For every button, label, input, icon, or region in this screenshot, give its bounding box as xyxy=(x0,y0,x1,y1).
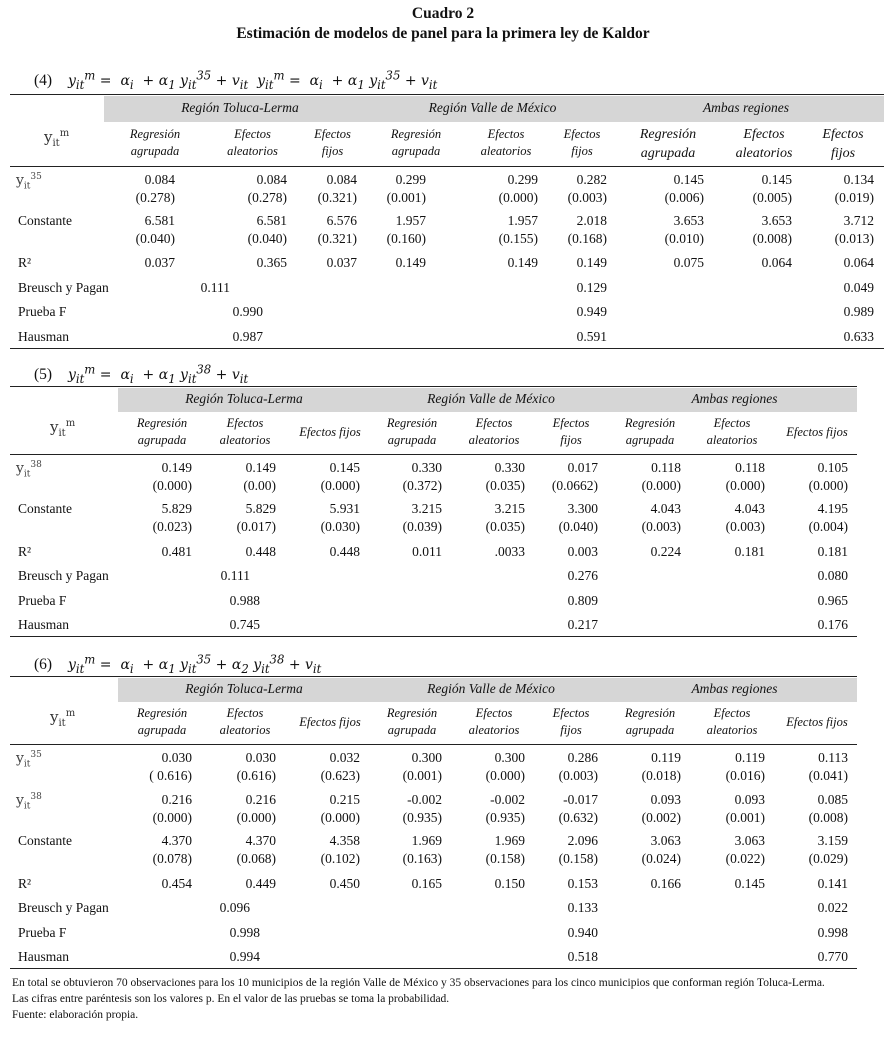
model-5-equation: (5) $y_{it}^m = \alpha_i + \alpha_1$ $y_{it}^{38} + v_{it}$ xyxy=(34,362,249,386)
col-header: Regresión agrupada xyxy=(136,416,188,447)
dependent-var-label: $y_{it}^m$ xyxy=(50,708,76,729)
pvalue-cell: (0.0662) xyxy=(551,478,598,493)
model-5-header-rule xyxy=(10,454,857,455)
coef-cell: 1.957 xyxy=(507,213,538,228)
model-4-header-rule xyxy=(10,166,884,167)
row-label-pf: Prueba F xyxy=(18,593,67,608)
r2-cell: 0.064 xyxy=(843,255,874,270)
pvalue-cell: ( 0.616) xyxy=(149,768,192,783)
coef-cell: 3.653 xyxy=(761,213,792,228)
pvalue-cell: (0.935) xyxy=(485,810,525,825)
test-cell: 0.080 xyxy=(817,568,848,583)
col-header: Efectos fijos xyxy=(314,127,351,158)
var-y35-label: $y_{it}^{35}$ xyxy=(16,172,42,192)
col-header: Efectos aleatorios xyxy=(468,706,520,737)
pvalue-cell: (0.321) xyxy=(317,190,357,205)
coef-cell: 5.829 xyxy=(245,501,276,516)
var-y38-label: $y_{it}^{38}$ xyxy=(16,460,42,480)
model-4-bottom-rule xyxy=(10,348,884,349)
pvalue-cell: (0.008) xyxy=(752,231,792,246)
r2-cell: 0.224 xyxy=(650,544,681,559)
coef-cell: 0.282 xyxy=(576,172,607,187)
r2-cell: 0.145 xyxy=(734,876,765,891)
coef-cell: 1.957 xyxy=(395,213,426,228)
col-header: Efectos fijos xyxy=(552,706,590,737)
col-header: Regresión agrupada xyxy=(129,127,181,158)
coef-cell: 0.300 xyxy=(411,750,442,765)
pvalue-cell: (0.019) xyxy=(834,190,874,205)
test-cell: 0.129 xyxy=(576,280,607,295)
coef-cell: 0.030 xyxy=(245,750,276,765)
coef-cell: 0.030 xyxy=(161,750,192,765)
model-5-top-rule xyxy=(10,386,857,387)
pvalue-cell: (0.155) xyxy=(498,231,538,246)
coef-cell: 0.330 xyxy=(494,460,525,475)
pvalue-cell: (0.040) xyxy=(558,519,598,534)
coef-cell: 3.653 xyxy=(673,213,704,228)
coef-cell: 4.043 xyxy=(734,501,765,516)
pvalue-cell: (0.035) xyxy=(485,478,525,493)
table-notes xyxy=(12,975,872,1023)
col-header: Efectos aleatorios xyxy=(219,416,271,447)
model-4-number: (4) xyxy=(34,71,53,89)
pvalue-cell: (0.00) xyxy=(243,478,276,493)
pvalue-cell: (0.000) xyxy=(236,810,276,825)
r2-cell: 0.181 xyxy=(817,544,848,559)
region-valle: Región Valle de México xyxy=(427,681,555,696)
model-4-top-rule xyxy=(10,94,884,95)
coef-cell: 6.581 xyxy=(144,213,175,228)
r2-cell: 0.003 xyxy=(567,544,598,559)
coef-cell: 0.093 xyxy=(734,792,765,807)
col-header: Regresión agrupada xyxy=(639,127,697,161)
region-ambas: Ambas regiones xyxy=(691,681,778,696)
test-cell: 0.990 xyxy=(232,304,263,319)
row-label-bp: Breusch y Pagan xyxy=(18,900,109,915)
pvalue-cell: (0.616) xyxy=(236,768,276,783)
r2-cell: 0.450 xyxy=(329,876,360,891)
coef-cell: -0.002 xyxy=(407,792,442,807)
r2-cell: 0.454 xyxy=(161,876,192,891)
pvalue-cell: (0.018) xyxy=(641,768,681,783)
test-cell: 0.176 xyxy=(817,617,848,632)
coef-cell: 0.032 xyxy=(329,750,360,765)
table-title: Cuadro 2 xyxy=(411,5,475,22)
pvalue-cell: (0.278) xyxy=(247,190,287,205)
col-header: Efectos aleatorios xyxy=(706,706,758,737)
pvalue-cell: (0.158) xyxy=(558,851,598,866)
coef-cell: 2.096 xyxy=(567,833,598,848)
coef-cell: 4.358 xyxy=(329,833,360,848)
pvalue-cell: (0.935) xyxy=(402,810,442,825)
pvalue-cell: (0.005) xyxy=(752,190,792,205)
col-header: Efectos aleatorios xyxy=(480,127,532,158)
coef-cell: 0.216 xyxy=(245,792,276,807)
pvalue-cell: (0.078) xyxy=(152,851,192,866)
pvalue-cell: (0.158) xyxy=(485,851,525,866)
note-observations: En total se obtuvieron 70 observaciones para los 10 municipios de la región Valle de México y 35 observaciones para los cinco municipios que conforman región Toluca-Lerma. xyxy=(12,977,825,989)
row-label-constante: Constante xyxy=(18,213,72,228)
pvalue-cell: (0.000) xyxy=(320,810,360,825)
col-header: Efectos fijos xyxy=(786,425,848,439)
coef-cell: 3.215 xyxy=(411,501,442,516)
pvalue-cell: (0.068) xyxy=(236,851,276,866)
region-ambas: Ambas regiones xyxy=(702,100,790,115)
test-cell: 0.633 xyxy=(843,329,874,344)
coef-cell: 0.084 xyxy=(326,172,357,187)
col-header: Regresión agrupada xyxy=(624,706,676,737)
r2-cell: 0.365 xyxy=(256,255,287,270)
coef-cell: 4.195 xyxy=(817,501,848,516)
pvalue-cell: (0.160) xyxy=(386,231,426,246)
dependent-var-label: $y_{it}^m$ xyxy=(44,128,70,149)
row-label-hausman: Hausman xyxy=(18,949,69,964)
pvalue-cell: (0.040) xyxy=(247,231,287,246)
coef-cell: 0.330 xyxy=(411,460,442,475)
pvalue-cell: (0.000) xyxy=(641,478,681,493)
r2-cell: 0.141 xyxy=(817,876,848,891)
pvalue-cell: (0.001) xyxy=(386,190,426,205)
coef-cell: 0.084 xyxy=(256,172,287,187)
region-valle: Región Valle de México xyxy=(427,391,555,406)
col-header: Regresión agrupada xyxy=(624,416,676,447)
coef-cell: 0.300 xyxy=(494,750,525,765)
model-4-equation: (4) $y_{it}^m = \alpha_i + \alpha_1$ $y_{it}^{35} + v_{it}$ $y_{it}^m = \alpha_i + \alpha_1$ $y_{it}^{35} + v_{it}$ xyxy=(34,68,438,92)
pvalue-cell: (0.016) xyxy=(725,768,765,783)
coef-cell: -0.017 xyxy=(563,792,598,807)
row-label-r2: R² xyxy=(18,255,32,270)
pvalue-cell: (0.017) xyxy=(236,519,276,534)
pvalue-cell: (0.632) xyxy=(558,810,598,825)
model-5-number: (5) xyxy=(34,365,53,383)
coef-cell: -0.002 xyxy=(490,792,525,807)
test-cell: 0.276 xyxy=(567,568,598,583)
col-header: Efectos fijos xyxy=(299,715,361,729)
test-cell: 0.940 xyxy=(567,925,598,940)
test-cell: 0.217 xyxy=(567,617,598,632)
test-cell: 0.745 xyxy=(229,617,260,632)
test-cell: 0.994 xyxy=(229,949,260,964)
test-cell: 0.022 xyxy=(817,900,848,915)
row-label-constante: Constante xyxy=(18,501,72,516)
test-cell: 0.998 xyxy=(817,925,848,940)
pvalue-cell: (0.004) xyxy=(808,519,848,534)
coef-cell: 0.105 xyxy=(817,460,848,475)
coef-cell: 0.215 xyxy=(329,792,360,807)
row-label-r2: R² xyxy=(18,544,32,559)
pvalue-cell: (0.008) xyxy=(808,810,848,825)
pvalue-cell: (0.372) xyxy=(402,478,442,493)
pvalue-cell: (0.024) xyxy=(641,851,681,866)
coef-cell: 0.085 xyxy=(817,792,848,807)
coef-cell: 0.119 xyxy=(735,750,765,765)
region-ambas: Ambas regiones xyxy=(691,391,778,406)
row-label-pf: Prueba F xyxy=(18,925,67,940)
model-6-bottom-rule xyxy=(10,968,857,969)
coef-cell: 0.113 xyxy=(818,750,848,765)
r2-cell: 0.166 xyxy=(650,876,681,891)
pvalue-cell: (0.001) xyxy=(725,810,765,825)
model-6-number: (6) xyxy=(34,655,53,673)
coef-cell: 0.093 xyxy=(650,792,681,807)
col-header: Efectos fijos xyxy=(552,416,590,447)
test-cell: 0.518 xyxy=(567,949,598,964)
var-y35-label: $y_{it}^{35}$ xyxy=(16,750,42,770)
test-cell: 0.988 xyxy=(229,593,260,608)
col-header: Regresión agrupada xyxy=(390,127,442,158)
row-label-bp: Breusch y Pagan xyxy=(18,280,109,295)
r2-cell: 0.075 xyxy=(673,255,704,270)
test-cell: 0.111 xyxy=(200,280,230,295)
coef-cell: 0.118 xyxy=(735,460,765,475)
col-header: Efectos fijos xyxy=(786,715,848,729)
test-cell: 0.965 xyxy=(817,593,848,608)
coef-cell: 0.119 xyxy=(651,750,681,765)
r2-cell: 0.449 xyxy=(245,876,276,891)
test-cell: 0.987 xyxy=(232,329,263,344)
coef-cell: 0.145 xyxy=(329,460,360,475)
coef-cell: 0.149 xyxy=(161,460,192,475)
coef-cell: 4.370 xyxy=(161,833,192,848)
coef-cell: 3.712 xyxy=(843,213,874,228)
pvalue-cell: (0.168) xyxy=(567,231,607,246)
test-cell: 0.949 xyxy=(576,304,607,319)
pvalue-cell: (0.163) xyxy=(402,851,442,866)
region-toluca: Región Toluca-Lerma xyxy=(181,100,299,115)
region-toluca: Región Toluca-Lerma xyxy=(185,681,303,696)
pvalue-cell: (0.030) xyxy=(320,519,360,534)
col-header: Efectos fijos xyxy=(822,127,864,161)
r2-cell: 0.181 xyxy=(734,544,765,559)
pvalue-cell: (0.278) xyxy=(135,190,175,205)
pvalue-cell: (0.623) xyxy=(320,768,360,783)
pvalue-cell: (0.000) xyxy=(152,810,192,825)
pvalue-cell: (0.000) xyxy=(498,190,538,205)
r2-cell: 0.150 xyxy=(494,876,525,891)
coef-cell: 0.118 xyxy=(651,460,681,475)
r2-cell: 0.037 xyxy=(144,255,175,270)
pvalue-cell: (0.040) xyxy=(135,231,175,246)
col-header: Efectos aleatorios xyxy=(219,706,271,737)
coef-cell: 4.043 xyxy=(650,501,681,516)
pvalue-cell: (0.023) xyxy=(152,519,192,534)
region-valle: Región Valle de México xyxy=(428,100,557,115)
coef-cell: 0.299 xyxy=(395,172,426,187)
r2-cell: 0.037 xyxy=(326,255,357,270)
pvalue-cell: (0.022) xyxy=(725,851,765,866)
row-label-constante: Constante xyxy=(18,833,72,848)
test-cell: 0.770 xyxy=(817,949,848,964)
test-cell: 0.096 xyxy=(219,900,250,915)
note-source: Fuente: elaboración propia. xyxy=(12,1009,139,1021)
col-header: Efectos fijos xyxy=(299,425,361,439)
pvalue-cell: (0.102) xyxy=(320,851,360,866)
coef-cell: 0.216 xyxy=(161,792,192,807)
coef-cell: 0.084 xyxy=(144,172,175,187)
pvalue-cell: (0.000) xyxy=(725,478,765,493)
r2-cell: 0.149 xyxy=(395,255,426,270)
coef-cell: 6.581 xyxy=(256,213,287,228)
row-label-r2: R² xyxy=(18,876,32,891)
model-6-equation: (6) $y_{it}^m = \alpha_i + \alpha_1$ $y_{it}^{35} + \alpha_2$ $y_{it}^{38} + v_{it}$ xyxy=(34,652,322,676)
col-header: Regresión agrupada xyxy=(136,706,188,737)
r2-cell: 0.165 xyxy=(411,876,442,891)
col-header: Efectos fijos xyxy=(563,127,601,158)
pvalue-cell: (0.003) xyxy=(567,190,607,205)
coef-cell: 4.370 xyxy=(245,833,276,848)
test-cell: 0.989 xyxy=(843,304,874,319)
col-header: Efectos aleatorios xyxy=(706,416,758,447)
r2-cell: 0.481 xyxy=(161,544,192,559)
coef-cell: 0.145 xyxy=(673,172,704,187)
pvalue-cell: (0.035) xyxy=(485,519,525,534)
pvalue-cell: (0.002) xyxy=(641,810,681,825)
pvalue-cell: (0.003) xyxy=(725,519,765,534)
coef-cell: 5.931 xyxy=(329,501,360,516)
row-label-pf: Prueba F xyxy=(18,304,67,319)
col-header: Efectos aleatorios xyxy=(227,127,278,158)
r2-cell: 0.448 xyxy=(245,544,276,559)
coef-cell: 3.300 xyxy=(567,501,598,516)
pvalue-cell: (0.013) xyxy=(834,231,874,246)
row-label-hausman: Hausman xyxy=(18,329,69,344)
model-6-top-rule xyxy=(10,676,857,677)
coef-cell: 2.018 xyxy=(576,213,607,228)
test-cell: 0.049 xyxy=(843,280,874,295)
region-toluca: Región Toluca-Lerma xyxy=(185,391,303,406)
model-5-bottom-rule xyxy=(10,636,857,637)
pvalue-cell: (0.003) xyxy=(558,768,598,783)
row-label-bp: Breusch y Pagan xyxy=(18,568,109,583)
coef-cell: 1.969 xyxy=(494,833,525,848)
pvalue-cell: (0.039) xyxy=(402,519,442,534)
col-header: Efectos aleatorios xyxy=(735,127,793,161)
coef-cell: 1.969 xyxy=(411,833,442,848)
test-cell: 0.591 xyxy=(576,329,607,344)
table-subtitle: Estimación de modelos de panel para la primera ley de Kaldor xyxy=(236,25,650,42)
coef-cell: 0.149 xyxy=(245,460,276,475)
r2-cell: 0.064 xyxy=(761,255,792,270)
pvalue-cell: (0.001) xyxy=(402,768,442,783)
coef-cell: 3.159 xyxy=(817,833,848,848)
r2-cell: 0.448 xyxy=(329,544,360,559)
coef-cell: 6.576 xyxy=(326,213,357,228)
pvalue-cell: (0.041) xyxy=(808,768,848,783)
coef-cell: 0.017 xyxy=(567,460,598,475)
coef-cell: 3.063 xyxy=(650,833,681,848)
pvalue-cell: (0.010) xyxy=(664,231,704,246)
pvalue-cell: (0.000) xyxy=(808,478,848,493)
pvalue-cell: (0.000) xyxy=(485,768,525,783)
test-cell: 0.998 xyxy=(229,925,260,940)
row-label-hausman: Hausman xyxy=(18,617,69,632)
test-cell: 0.111 xyxy=(220,568,250,583)
pvalue-cell: (0.000) xyxy=(320,478,360,493)
pvalue-cell: (0.321) xyxy=(317,231,357,246)
r2-cell: 0.149 xyxy=(576,255,607,270)
coef-cell: 5.829 xyxy=(161,501,192,516)
coef-cell: 0.299 xyxy=(507,172,538,187)
coef-cell: 0.286 xyxy=(567,750,598,765)
note-pvalues: Las cifras entre paréntesis son los valores p. En el valor de las pruebas se toma la probabilidad. xyxy=(12,993,450,1005)
pvalue-cell: (0.006) xyxy=(664,190,704,205)
model-6-header-rule xyxy=(10,744,857,745)
col-header: Regresión agrupada xyxy=(386,416,438,447)
dependent-var-label: $y_{it}^m$ xyxy=(50,418,76,439)
col-header: Efectos aleatorios xyxy=(468,416,520,447)
coef-cell: 0.134 xyxy=(843,172,874,187)
var-y38-label: $y_{it}^{38}$ xyxy=(16,792,42,812)
r2-cell: .0033 xyxy=(494,544,525,559)
coef-cell: 0.145 xyxy=(761,172,792,187)
test-cell: 0.133 xyxy=(567,900,598,915)
r2-cell: 0.153 xyxy=(567,876,598,891)
r2-cell: 0.149 xyxy=(507,255,538,270)
pvalue-cell: (0.003) xyxy=(641,519,681,534)
test-cell: 0.809 xyxy=(567,593,598,608)
pvalue-cell: (0.000) xyxy=(152,478,192,493)
r2-cell: 0.011 xyxy=(412,544,442,559)
pvalue-cell: (0.029) xyxy=(808,851,848,866)
coef-cell: 3.063 xyxy=(734,833,765,848)
col-header: Regresión agrupada xyxy=(386,706,438,737)
coef-cell: 3.215 xyxy=(494,501,525,516)
